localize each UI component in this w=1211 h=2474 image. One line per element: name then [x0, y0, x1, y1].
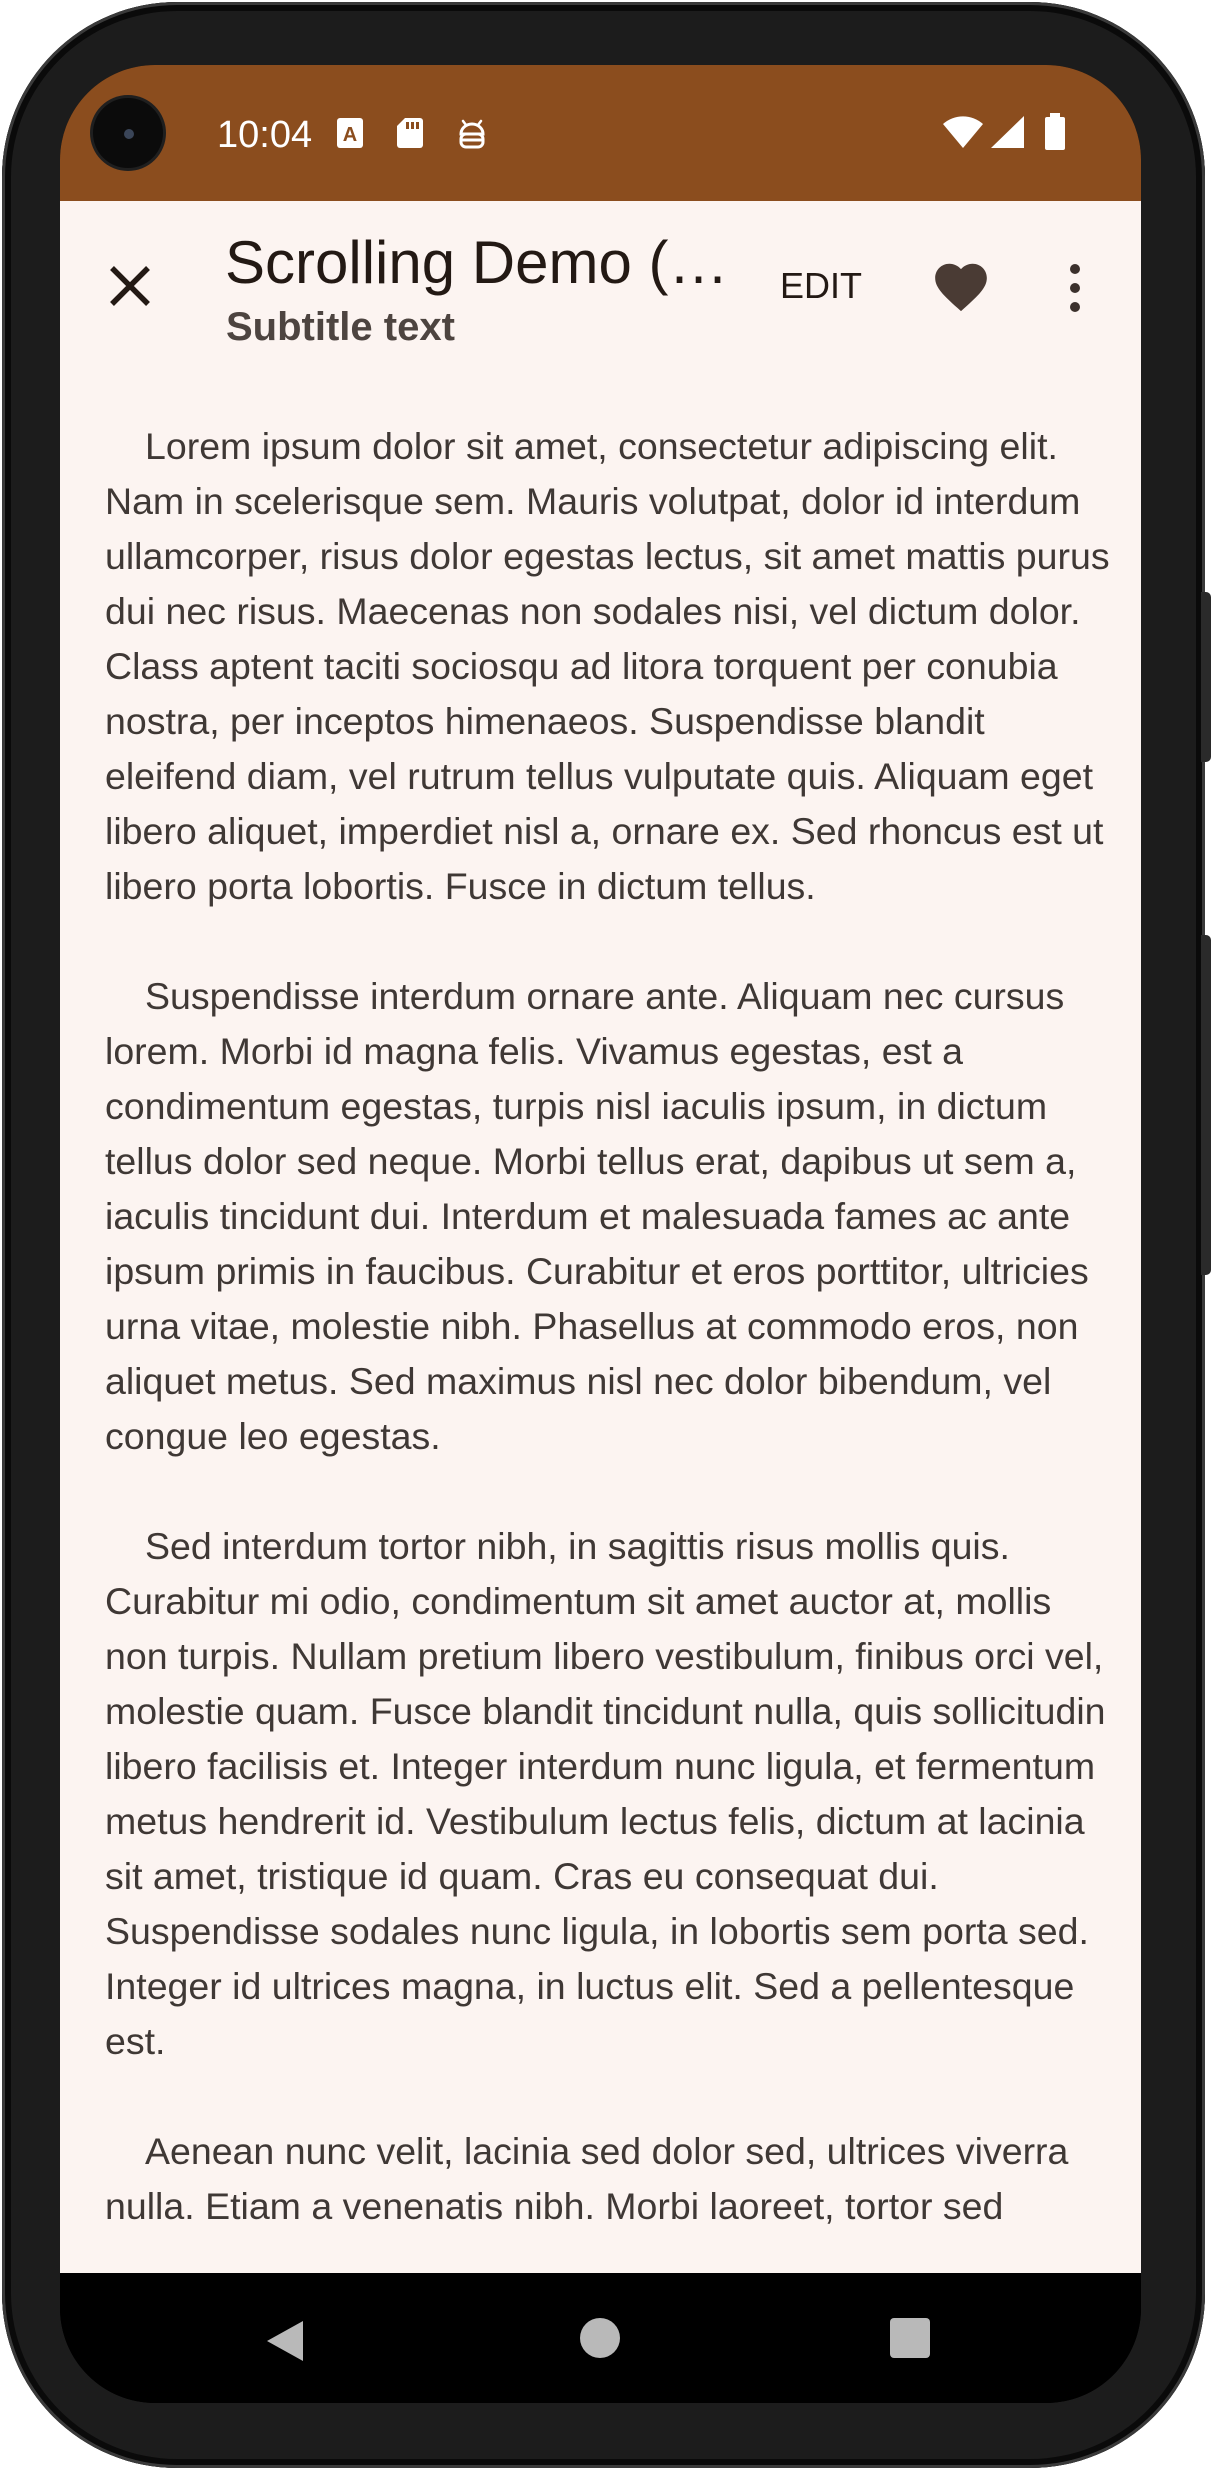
back-button[interactable]: [265, 2319, 305, 2368]
android-debug-icon: [457, 117, 487, 151]
paragraph: Sed interdum tortor nibh, in sagittis risus mollis quis. Curabitur mi odio, condimentum sit amet auctor at, mollis non turpis. Nullam pretium libero vestibulum, finibus orci vel, molestie quam. Fusce blandit tincidunt nulla, quis sollicitudin libero facilisis et. Integer interdum nunc ligula, et fermentum metus hendrerit id. Vestibulum lectus felis, dictum at lacinia sit amet, tristique id quam. Cras eu consequat dui. Suspendisse sodales nunc ligula, in lobortis sem porta sed. Integer id ultrices magna, in luctus elit. Sed a pellentesque est.: [105, 1525, 1106, 2062]
a-notification-icon: [336, 117, 364, 151]
wifi-icon: [942, 115, 984, 149]
page-subtitle: Subtitle text: [226, 305, 455, 349]
power-button: [1201, 935, 1211, 1275]
overflow-menu-button[interactable]: [1060, 261, 1090, 315]
recents-button[interactable]: [890, 2318, 930, 2358]
status-time: 10:04: [217, 114, 313, 156]
favorite-button[interactable]: [930, 256, 992, 318]
edit-button[interactable]: EDIT: [780, 265, 863, 306]
close-button[interactable]: [100, 256, 160, 316]
phone-screen: [60, 65, 1141, 2403]
app-content: [60, 201, 1141, 2273]
front-camera: [93, 98, 163, 168]
home-button[interactable]: [580, 2318, 620, 2358]
cellular-signal-icon: [990, 115, 1026, 149]
paragraph: Suspendisse interdum ornare ante. Aliquam nec cursus lorem. Morbi id magna felis. Vivamus egestas, est a condimentum egestas, turpis nisl iaculis ipsum, in dictum tellus dolor sed neque. Morbi tellus erat, dapibus ut sem a, iaculis tincidunt dui. Interdum et malesuada fames ac ante ipsum primis in faucibus. Curabitur et eros porttitor, ultricies urna vitae, molestie nibh. Phasellus at commodo eros, non aliquet metus. Sed maximus nisl nec dolor bibendum, vel congue leo egestas.: [105, 975, 1089, 1457]
paragraph: Lorem ipsum dolor sit amet, consectetur adipiscing elit. Nam in scelerisque sem. Mauris volutpat, dolor id interdum ullamcorper, risus dolor egestas lectus, sit amet mattis purus dui nec risus. Maecenas non sodales nisi, vel dictum dolor. Class aptent taciti sociosqu ad litora torquent per conubia nostra, per inceptos himenaeos. Suspendisse blandit eleifend diam, vel rutrum tellus vulputate quis. Aliquam eget libero aliquet, imperdiet nisl a, ornare ex. Sed rhoncus est ut libero porta lobortis. Fusce in dictum tellus.: [105, 425, 1110, 907]
navigation-bar: [60, 2273, 1141, 2403]
battery-icon: [1044, 113, 1066, 147]
volume-button: [1201, 592, 1211, 762]
more-vert-icon: [1060, 261, 1090, 315]
heart-icon: [930, 256, 992, 318]
back-triangle-icon: [265, 2319, 305, 2363]
status-bar: [60, 65, 1141, 201]
page-title: Scrolling Demo (t…: [225, 229, 745, 296]
close-icon: [100, 256, 160, 316]
top-app-bar: [60, 201, 1141, 381]
sd-card-icon: [396, 117, 424, 151]
svg-text:A: A: [342, 124, 358, 146]
scrolling-text-body[interactable]: [105, 419, 1115, 2273]
paragraph: Aenean nunc velit, lacinia sed dolor sed, ultrices viverra nulla. Etiam a venenatis nibh. Morbi laoreet, tortor sed: [105, 2130, 1069, 2227]
